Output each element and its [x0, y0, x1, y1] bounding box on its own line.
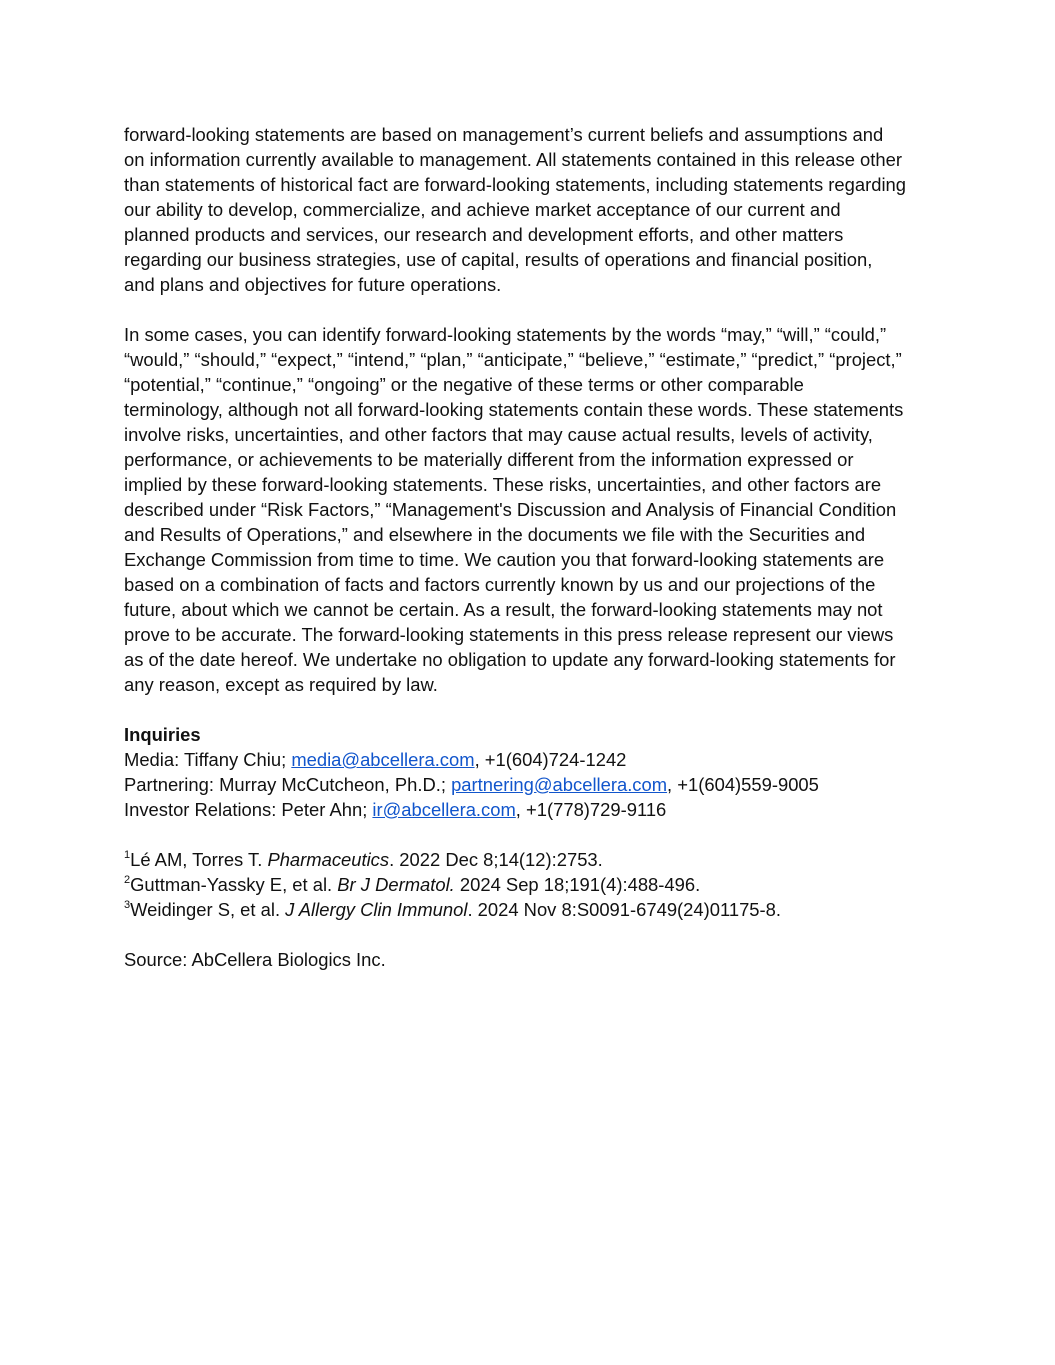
media-email-link[interactable]: media@abcellera.com — [291, 749, 475, 770]
contact-media-label: Media: Tiffany Chiu; — [124, 749, 292, 770]
reference-number: 3 — [124, 898, 131, 911]
paragraph-spacer — [124, 922, 936, 947]
reference-number: 2 — [124, 873, 131, 886]
reference-details: 2024 Sep 18;191(4):488-496. — [454, 874, 701, 895]
document-page — [124, 122, 936, 972]
paragraph-spacer — [124, 697, 936, 722]
reference-authors: Lé AM, Torres T. — [130, 849, 268, 870]
reference-details: . 2022 Dec 8;14(12):2753. — [389, 849, 603, 870]
reference-number: 1 — [124, 848, 131, 861]
contact-partnering — [124, 772, 936, 797]
contact-partnering-label: Partnering: Murray McCutcheon, Ph.D.; — [124, 774, 452, 795]
source-line: Source: AbCellera Biologics Inc. — [124, 949, 386, 970]
reference-item — [124, 872, 936, 897]
contact-media-phone: , +1(604)724-1242 — [474, 749, 627, 770]
contact-investor-label: Investor Relations: Peter Ahn; — [124, 799, 373, 820]
reference-authors: Weidinger S, et al. — [130, 899, 286, 920]
references-section — [124, 847, 936, 922]
reference-journal: Pharmaceutics — [267, 849, 390, 870]
forward-looking-paragraph-2: In some cases, you can identify forward-looking statements by the words “may,” “will,” “could,” “would,” “should,” “expect,” “intend,” “plan,” “anticipate,” “believe,” “estimate,” “predict,” “project,” “potential,” “continue,” “ongoing” or the negative of these terms or other comparable terminology, although not all forward-looking statements contain these words. These statements involve risks, uncertainties, and other factors that may cause actual results, levels of activity, performance, or achievements to be materially different from the information expressed or implied by these forward-looking statements. These risks, uncertainties, and other factors are described under “Risk Factors,” “Management's Discussion and Analysis of Financial Condition and Results of Operations,” and elsewhere in the documents we file with the Securities and Exchange Commission from time to time. We caution you that forward-looking statements are based on a combination of facts and factors currently known by us and our projections of the future, about which we cannot be certain. As a result, the forward-looking statements may not prove to be accurate. The forward-looking statements in this press release represent our views as of the date hereof. We undertake no obligation to update any forward-looking statements for any reason, except as required by law. — [124, 324, 904, 695]
investor-email-link[interactable]: ir@abcellera.com — [372, 799, 516, 820]
reference-item — [124, 897, 936, 922]
reference-journal: Br J Dermatol. — [337, 874, 455, 895]
contact-partnering-phone: , +1(604)559-9005 — [667, 774, 819, 795]
contact-investor-relations — [124, 797, 936, 822]
contact-media — [124, 747, 936, 772]
reference-details: . 2024 Nov 8:S0091-6749(24)01175-8. — [467, 899, 781, 920]
reference-item — [124, 847, 936, 872]
reference-journal: J Allergy Clin Immunol — [285, 899, 468, 920]
contact-investor-phone: , +1(778)729-9116 — [515, 799, 667, 820]
reference-authors: Guttman-Yassky E, et al. — [130, 874, 338, 895]
paragraph-spacer — [124, 297, 936, 322]
inquiries-heading: Inquiries — [124, 724, 201, 745]
paragraph-spacer — [124, 822, 936, 847]
forward-looking-paragraph-1: forward-looking statements are based on management’s current beliefs and assumptions and on information currently available to management. All statements contained in this release other than statements of historical fact are forward-looking statements, including statements regarding our ability to develop, commercialize, and achieve market acceptance of our current and planned products and services, our research and development efforts, and other matters regarding our business strategies, use of capital, results of operations and financial position, and plans and objectives for future operations. — [124, 124, 906, 295]
inquiries-section — [124, 722, 936, 822]
partnering-email-link[interactable]: partnering@abcellera.com — [451, 774, 668, 795]
